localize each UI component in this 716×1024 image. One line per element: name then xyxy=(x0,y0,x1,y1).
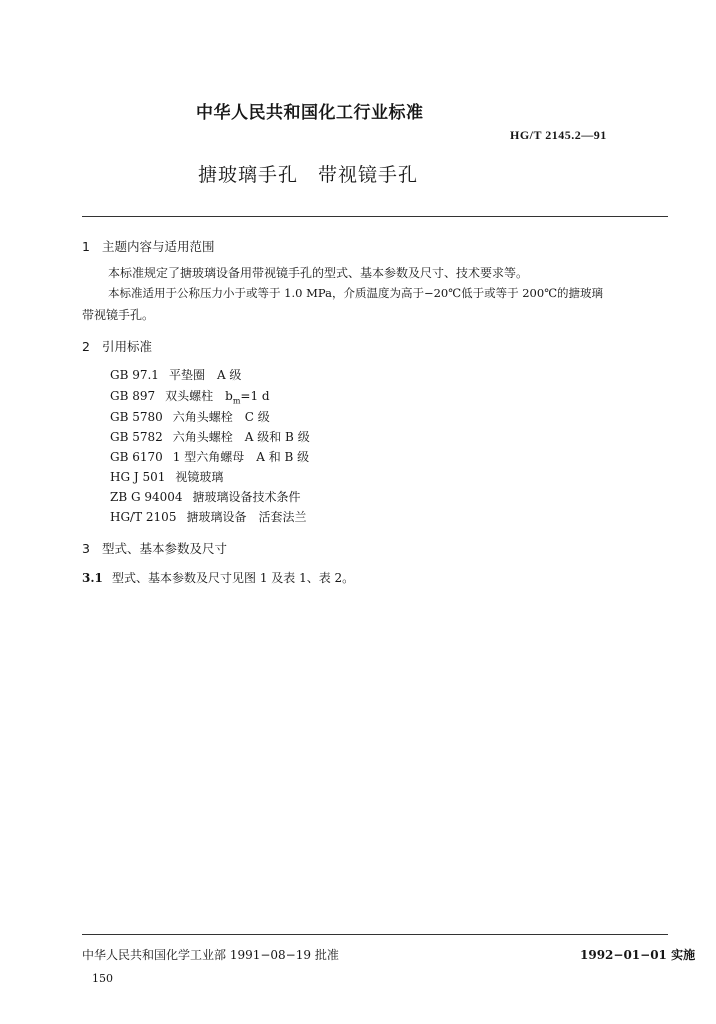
header-divider xyxy=(82,216,668,217)
section-1-paragraph-2-line-2: 带视镜手孔。 xyxy=(82,308,155,322)
reference-code: ZB G 94004 xyxy=(110,490,183,504)
standard-category-title: 中华人民共和国化工行业标准 xyxy=(196,103,424,123)
section-title: 型式、基本参数及尺寸 xyxy=(102,541,228,556)
section-title: 引用标准 xyxy=(102,339,153,354)
subsection-number: 3.1 xyxy=(82,571,103,585)
footer-divider xyxy=(82,934,668,935)
reference-name: 双头螺柱 b xyxy=(165,389,233,403)
section-1-heading xyxy=(82,237,215,255)
reference-item xyxy=(110,387,270,405)
reference-name: 平垫圈 A 级 xyxy=(168,368,242,382)
page-number: 150 xyxy=(92,972,113,985)
section-title: 主题内容与适用范围 xyxy=(102,239,215,254)
reference-code: HG/T 2105 xyxy=(110,510,177,524)
section-1-paragraph-1: 本标准规定了搪玻璃设备用带视镜手孔的型式、基本参数及尺寸、技术要求等。 xyxy=(108,266,529,280)
section-number: 3 xyxy=(82,541,90,556)
reference-suffix: =1 d xyxy=(240,389,270,403)
reference-code: GB 97.1 xyxy=(110,368,159,382)
reference-item xyxy=(110,408,270,425)
section-3-heading xyxy=(82,539,227,557)
reference-item xyxy=(110,448,309,465)
reference-code: GB 897 xyxy=(110,389,156,403)
reference-code: GB 5782 xyxy=(110,430,163,444)
issuer-approval: 中华人民共和国化学工业部 1991−08−19 批准 xyxy=(82,948,339,962)
document-title xyxy=(198,160,418,187)
document-title-part-b: 带视镜手孔 xyxy=(318,164,419,186)
reference-name: 六角头螺栓 C 级 xyxy=(172,410,270,424)
reference-code: GB 6170 xyxy=(110,450,163,464)
section-1-paragraph-2-line-1: 本标准适用于公称压力小于或等于 1.0 MPa，介质温度为高于−20℃低于或等于 200℃的搪玻璃 xyxy=(108,286,604,300)
reference-item xyxy=(110,468,223,485)
section-2-heading xyxy=(82,337,152,355)
reference-item xyxy=(110,428,310,445)
reference-subscript: m xyxy=(232,396,241,406)
reference-name: 1 型六角螺母 A 和 B 级 xyxy=(172,450,310,464)
section-number: 1 xyxy=(82,239,90,254)
standard-number: HG/T 2145.2—91 xyxy=(510,128,607,142)
subsection-text: 型式、基本参数及尺寸见图 1 及表 1、表 2。 xyxy=(112,571,355,585)
document-title-part-a: 搪玻璃手孔 xyxy=(198,164,299,186)
reference-item xyxy=(110,488,301,505)
reference-name: 搪玻璃设备技术条件 xyxy=(192,490,301,504)
reference-code: GB 5780 xyxy=(110,410,163,424)
reference-item xyxy=(110,366,241,383)
subsection-3-1 xyxy=(82,569,354,586)
reference-code: HG J 501 xyxy=(110,470,166,484)
section-number: 2 xyxy=(82,339,90,354)
reference-name: 六角头螺栓 A 级和 B 级 xyxy=(172,430,310,444)
reference-name: 搪玻璃设备 活套法兰 xyxy=(186,510,307,524)
reference-item xyxy=(110,508,306,525)
reference-name: 视镜玻璃 xyxy=(175,470,224,484)
effective-date: 1992−01−01 实施 xyxy=(580,948,696,962)
